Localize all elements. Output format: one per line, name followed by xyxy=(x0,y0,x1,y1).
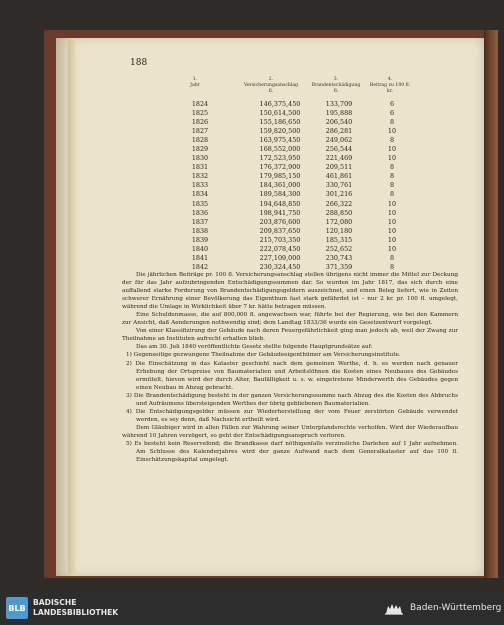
year-cell: 1827 xyxy=(191,127,209,136)
table-header-insurance xyxy=(236,77,306,95)
contribution-cell: 8 xyxy=(389,172,395,181)
insurance-cell: 163,975,450 xyxy=(259,136,301,145)
table-row xyxy=(140,154,440,163)
contribution-cell: 10 xyxy=(387,217,397,226)
year-cell: 1832 xyxy=(191,172,209,181)
year-cell: 1835 xyxy=(191,199,209,208)
insurance-cell: 209,837,650 xyxy=(259,226,301,235)
paragraph: Dem Gläubiger wird in allen Fällen zur Wahrung seiner Unterpfandsrechte verholfen. Wird der Wiederaufbau während 10 Jahren verzögert, so geht der Entschädigungsanspruch verloren. xyxy=(122,424,458,439)
insurance-cell: 227,109,000 xyxy=(259,253,301,262)
contribution-cell: 8 xyxy=(389,136,395,145)
insurance-cell: 150,614,500 xyxy=(259,109,301,118)
paragraph: Eine Schuldenmasse, die auf 800,000 fl. angewachsen war, führte bei der Regierung, wie bei den Kammern zur Ansicht, daß Aenderungen nothwendig sind; dem Landtag 1833/36 wurde ein Gesetzentwurf vorgelegt. xyxy=(122,312,458,327)
year-cell: 1831 xyxy=(191,163,209,172)
compensation-cell: 461,861 xyxy=(325,172,353,181)
header-num: 1. xyxy=(192,77,198,82)
lions-icon[interactable] xyxy=(384,600,404,616)
table-row xyxy=(140,118,440,127)
compensation-cell: 209,511 xyxy=(325,163,353,172)
insurance-cell: 198,941,750 xyxy=(259,208,301,217)
compensation-cell: 249,062 xyxy=(325,136,353,145)
contribution-cell: 10 xyxy=(387,154,397,163)
year-cell: 1824 xyxy=(191,100,209,108)
library-name-line1: BADISCHE xyxy=(33,598,77,607)
year-cell: 1830 xyxy=(191,154,209,163)
table-row xyxy=(140,109,440,118)
contribution-cell: 8 xyxy=(389,262,395,271)
insurance-cell: 176,372,900 xyxy=(259,163,301,172)
year-cell: 1836 xyxy=(191,208,209,217)
year-cell: 1834 xyxy=(191,190,209,199)
table-row xyxy=(140,127,440,136)
insurance-cell: 222,078,450 xyxy=(259,244,301,253)
insurance-cell: 172,523,950 xyxy=(259,154,301,163)
compensation-cell: 256,544 xyxy=(325,145,353,154)
year-cell: 1839 xyxy=(191,235,209,244)
header-num: 3. xyxy=(333,77,339,82)
insurance-cell: 203,876,600 xyxy=(259,217,301,226)
contribution-cell: 6 xyxy=(389,100,395,108)
contribution-cell: 10 xyxy=(387,145,397,154)
year-cell: 1838 xyxy=(191,226,209,235)
book-cover-edge xyxy=(484,30,498,578)
insurance-cell: 194,648,850 xyxy=(259,199,301,208)
compensation-cell: 266,322 xyxy=(325,199,353,208)
table-row xyxy=(140,145,440,154)
contribution-cell: 8 xyxy=(389,253,395,262)
table-row xyxy=(140,163,440,172)
state-name: Baden-Württemberg xyxy=(410,603,502,613)
year-cell: 1828 xyxy=(191,136,209,145)
insurance-cell: 159,820,500 xyxy=(259,127,301,136)
contribution-cell: 8 xyxy=(389,190,395,199)
table-row xyxy=(140,236,440,245)
header-unit: fl. xyxy=(268,89,274,94)
compensation-cell: 185,315 xyxy=(325,235,353,244)
contribution-cell: 8 xyxy=(389,118,395,127)
year-cell: 1833 xyxy=(191,181,209,190)
contribution-cell: 10 xyxy=(387,199,397,208)
data-table xyxy=(140,100,440,272)
year-cell: 1825 xyxy=(191,109,209,118)
contribution-cell: 10 xyxy=(387,208,397,217)
table-row xyxy=(140,172,440,181)
table-row xyxy=(140,227,440,236)
paragraph: Das am 30. Juli 1840 veröffentlichte Gesetz stellte folgende Hauptgrundsätze auf: xyxy=(136,344,373,351)
table-row xyxy=(140,190,440,199)
paragraph: 2) Die Einschätzung in das Kataster geschieht nach dem gemeinen Werthe, d. h. es werden nach genauer Erhebung der Ortspreise von Baumaterialien und Arbeitslöhnen die Kosten eines Neubaues des Gebäudes ermittelt, hievon wird der durch Alter, Baufälligkeit u. s. w. eingetretene Minderwerth des Gebäudes gegen einen Neubau in Abzug gebracht. xyxy=(126,360,458,391)
paragraph: 4) Die Entschädigungsgelder müssen zur Wiederherstellung der vom Feuer zerstörten Gebäude verwendet werden, es sey denn, daß Nachsicht ertheilt wird. xyxy=(126,408,458,423)
compensation-cell: 330,761 xyxy=(325,181,353,190)
table-header-compensation xyxy=(304,77,368,95)
paragraph: Die jährlichen Beiträge pr. 100 fl. Versicherungsanschlag stellen übrigens nicht immer die Mittel zur Deckung der für das Jahr aufzubringenden Entschädigungssummen dar. So wurden im Jahr 1817, das sich durch eine auffallend starke Forderung von Brandentschädigungsgeldern auszeichnet, und einen Beleg liefert, wie in Zeiten schwerer Ernährung einer Bevölkerung das Eigenthum fast stark gefährdet ist – nur 2 kr. pr. 100 fl. umgelegt, während die Umlage in Wirklichkeit über 7 kr. hätte betragen müssen. xyxy=(122,272,458,311)
compensation-cell: 252,652 xyxy=(325,244,353,253)
insurance-cell: 155,186,650 xyxy=(259,118,301,127)
insurance-cell: 168,552,000 xyxy=(259,145,301,154)
compensation-cell: 195,888 xyxy=(325,109,353,118)
compensation-cell: 230,743 xyxy=(325,253,353,262)
compensation-cell: 288,850 xyxy=(325,208,353,217)
compensation-cell: 133,709 xyxy=(325,100,353,108)
paragraph: 3) Die Brandentschädigung besteht in der ganzen Versicherungssumme nach Abzug des die Kosten des Abbruchs und Aufräumens übersteigenden Werthes der übrig gebliebenen Baumaterialien. xyxy=(126,392,458,407)
insurance-cell: 230,324,450 xyxy=(259,262,301,271)
insurance-cell: 184,361,000 xyxy=(259,181,301,190)
table-row xyxy=(140,100,440,109)
table-header-year xyxy=(180,77,210,89)
table-row xyxy=(140,181,440,190)
header-label: Beitrag zu 100 fl. xyxy=(369,83,411,88)
year-cell: 1840 xyxy=(191,244,209,253)
compensation-cell: 371,359 xyxy=(325,262,353,271)
compensation-cell: 301,216 xyxy=(325,190,353,199)
year-cell: 1837 xyxy=(191,217,209,226)
table-header-contribution xyxy=(364,77,416,95)
contribution-cell: 8 xyxy=(389,181,395,190)
contribution-cell: 10 xyxy=(387,244,397,253)
insurance-cell: 215,703,350 xyxy=(259,235,301,244)
header-num: 4. xyxy=(387,77,393,82)
insurance-cell: 146,375,450 xyxy=(259,100,301,108)
library-name-line2: LANDESBIBLIOTHEK xyxy=(33,608,119,617)
library-name xyxy=(33,598,118,618)
header-label: Versicherungsanschlag xyxy=(243,83,299,88)
header-num: 2. xyxy=(268,77,274,82)
year-cell: 1829 xyxy=(191,145,209,154)
table-row xyxy=(140,136,440,145)
contribution-cell: 10 xyxy=(387,127,397,136)
table-row xyxy=(140,218,440,227)
page-gutter xyxy=(68,40,76,574)
body-text xyxy=(122,271,458,464)
blb-logo[interactable]: BLB xyxy=(6,597,28,619)
header-unit: kr. xyxy=(387,89,393,94)
header-label: Jahr xyxy=(190,83,200,88)
paragraph: Von einer Klassifizirung der Gebäude nach deren Feuergefährlichkeit ging man jedoch ab, weil der Zwang zur Theilnahme an Instituten aufrecht erhalten blieb. xyxy=(122,328,458,343)
insurance-cell: 179,985,150 xyxy=(259,172,301,181)
insurance-cell: 189,584,300 xyxy=(259,190,301,199)
footer-bar xyxy=(0,592,504,625)
header-label: Brandentschädigung xyxy=(311,83,361,88)
paragraph: 1) Gegenseitige gezwungene Theilnahme der Gebäudeeigenthümer am Versicherungsinstitute. xyxy=(126,352,401,359)
compensation-cell: 120,180 xyxy=(325,226,353,235)
compensation-cell: 172,080 xyxy=(325,217,353,226)
contribution-cell: 6 xyxy=(389,109,395,118)
year-cell: 1842 xyxy=(191,262,209,271)
page-number: 188 xyxy=(130,58,148,68)
table-row xyxy=(140,209,440,218)
contribution-cell: 8 xyxy=(389,163,395,172)
table-row xyxy=(140,254,440,263)
compensation-cell: 221,469 xyxy=(325,154,353,163)
contribution-cell: 10 xyxy=(387,235,397,244)
table-row xyxy=(140,200,440,209)
paragraph: 5) Es besteht kein Reservefond; die Brandkasse darf nöthigenfalls verzinsliche Darlehen auf 1 Jahr aufnehmen. Am Schlusse des Kalenderjahres wird der ganze Aufwand nach dem Generalkataster auf das 100 fl. Einschätzungskapital umgelegt. xyxy=(126,440,458,464)
contribution-cell: 10 xyxy=(387,226,397,235)
year-cell: 1826 xyxy=(191,118,209,127)
compensation-cell: 206,540 xyxy=(325,118,353,127)
table-row xyxy=(140,245,440,254)
compensation-cell: 286,281 xyxy=(325,127,353,136)
year-cell: 1841 xyxy=(191,253,209,262)
header-unit: fl. xyxy=(333,89,339,94)
